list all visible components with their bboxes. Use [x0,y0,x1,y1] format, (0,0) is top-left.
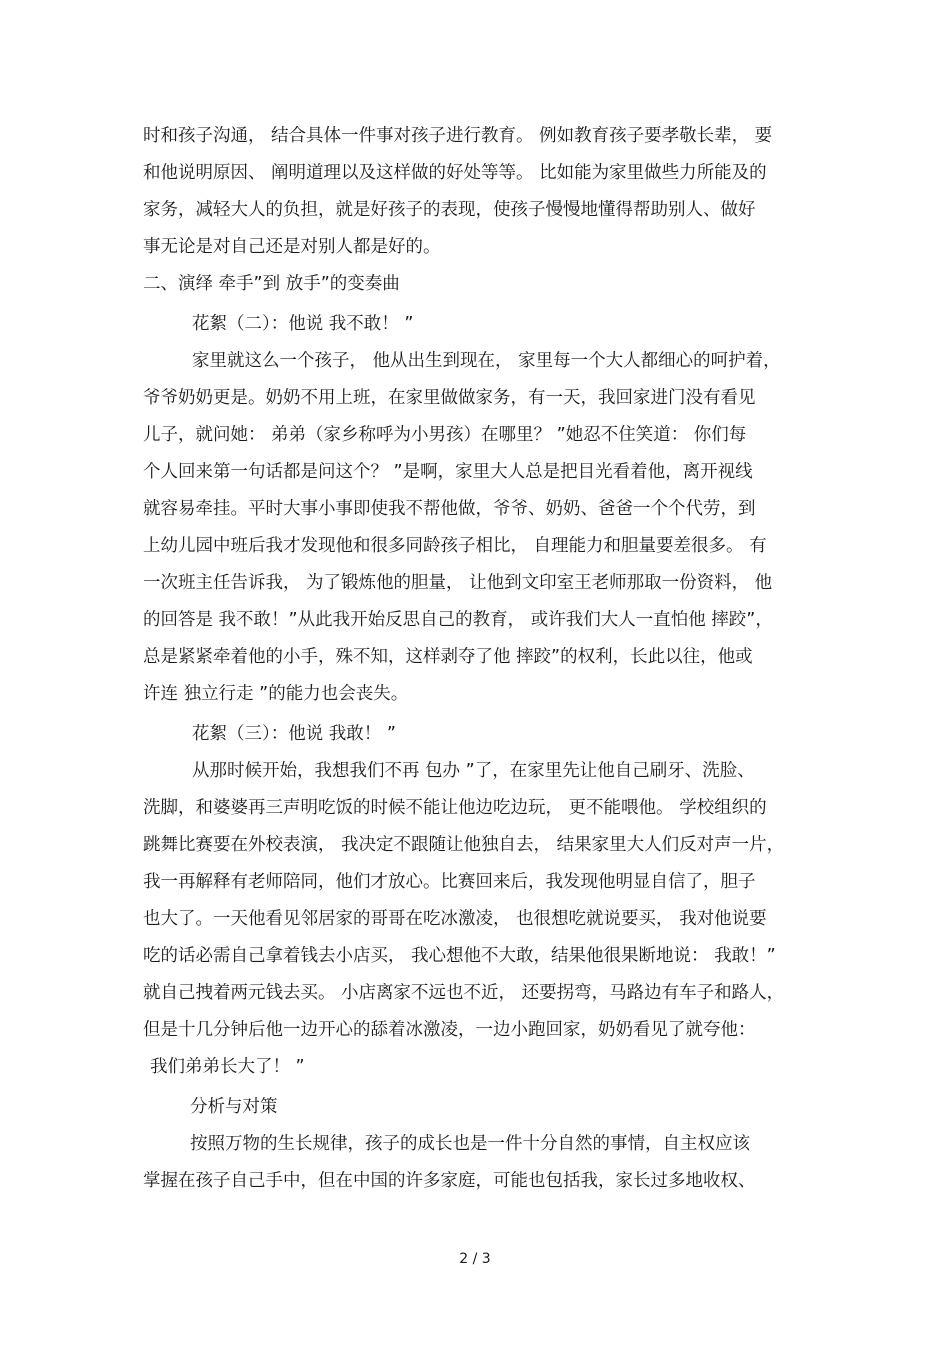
text-line: 家里就这么一个孩子， 他从出生到现在， 家里每一个大人都细心的呵护着， [192,351,781,371]
subheading: 花絮（二）：他说 我不敢！ ” [192,314,414,334]
text-line: 总是紧紧牵着他的小手，殊不知，这样剥夺了他 摔跤”的权利，长此以往，他或 [143,647,753,667]
subheading: 花絮（三）：他说 我敢！ ” [192,724,396,744]
text-line: 家务，减轻大人的负担，就是好孩子的表现，使孩子慢慢地懂得帮助别人、做好 [143,200,756,220]
text-line: 跳舞比赛要在外校表演， 我决定不跟随让他独自去， 结果家里大人们反对声一片， [143,835,785,855]
text-line: 我一再解释有老师陪同，他们才放心。比赛回来后，我发现他明显自信了，胆子 [143,872,756,892]
text-line: 吃的话必需自己拿着钱去小店买， 我心想他不大敢，结果他很果断地说： 我敢！” [143,946,776,966]
text-line: 但是十几分钟后他一边开心的舔着冰激凌，一边小跑回家，奶奶看见了就夸他： [143,1020,756,1040]
section-heading: 二、演绎 牵手”到 放手”的变奏曲 [143,274,400,294]
text-line: 按照万物的生长规律，孩子的成长也是一件十分自然的事情，自主权应该 [190,1134,750,1154]
text-line: 事无论是对自己还是对别人都是好的。 [143,237,441,257]
text-line: 也大了。一天他看见邻居家的哥哥在吃冰激凌， 也很想吃就说要买， 我对他说要 [143,909,767,929]
text-line: 洗脚，和婆婆再三声明吃饭的时候不能让他边吃边玩， 更不能喂他。 学校组织的 [143,798,767,818]
subheading: 分析与对策 [190,1097,278,1117]
text-line: 爷爷奶奶更是。奶奶不用上班，在家里做做家务，有一天，我回家进门没有看见 [143,388,756,408]
text-line: 就自己拽着两元钱去买。 小店离家不远也不近， 还要拐弯，马路边有车子和路人， [143,983,785,1003]
page-number: 2 / 3 [459,1251,491,1267]
text-line: 我们弟弟长大了！ ” [150,1057,305,1077]
text-line: 就容易牵挂。平时大事小事即使我不帮他做，爷爷、奶奶、爸爸一个个代劳，到 [143,499,756,519]
text-line: 掌握在孩子自己手中，但在中国的许多家庭，可能也包括我，家长过多地收权、 [143,1171,756,1191]
text-line: 和他说明原因、 阐明道理以及这样做的好处等等。 比如能为家里做些力所能及的 [143,163,767,183]
text-line: 从那时候开始，我想我们不再 包办 ”了，在家里先让他自己刷牙、洗脸、 [192,761,755,781]
text-line: 个人回来第一句话都是问这个？ ”是啊，家里大人总是把目光看着他，离开视线 [143,462,753,482]
text-line: 时和孩子沟通， 结合具体一件事对孩子进行教育。 例如教育孩子要孝敬长辈， 要 [143,126,773,146]
text-line: 一次班主任告诉我， 为了锻炼他的胆量， 让他到文印室王老师那取一份资料， 他 [143,573,773,593]
text-line: 的回答是 我不敢！”从此我开始反思自己的教育， 或许我们大人一直怕他 摔跤”， [143,610,773,630]
text-line: 上幼儿园中班后我才发现他和很多同龄孩子相比， 自理能力和胆量要差很多。 有 [143,536,767,556]
text-line: 许连 独立行走 ”的能力也会丧失。 [143,684,409,704]
text-line: 儿子，就问她： 弟弟（家乡称呼为小男孩）在哪里？ ”她忍不住笑道： 你们每 [143,425,747,445]
